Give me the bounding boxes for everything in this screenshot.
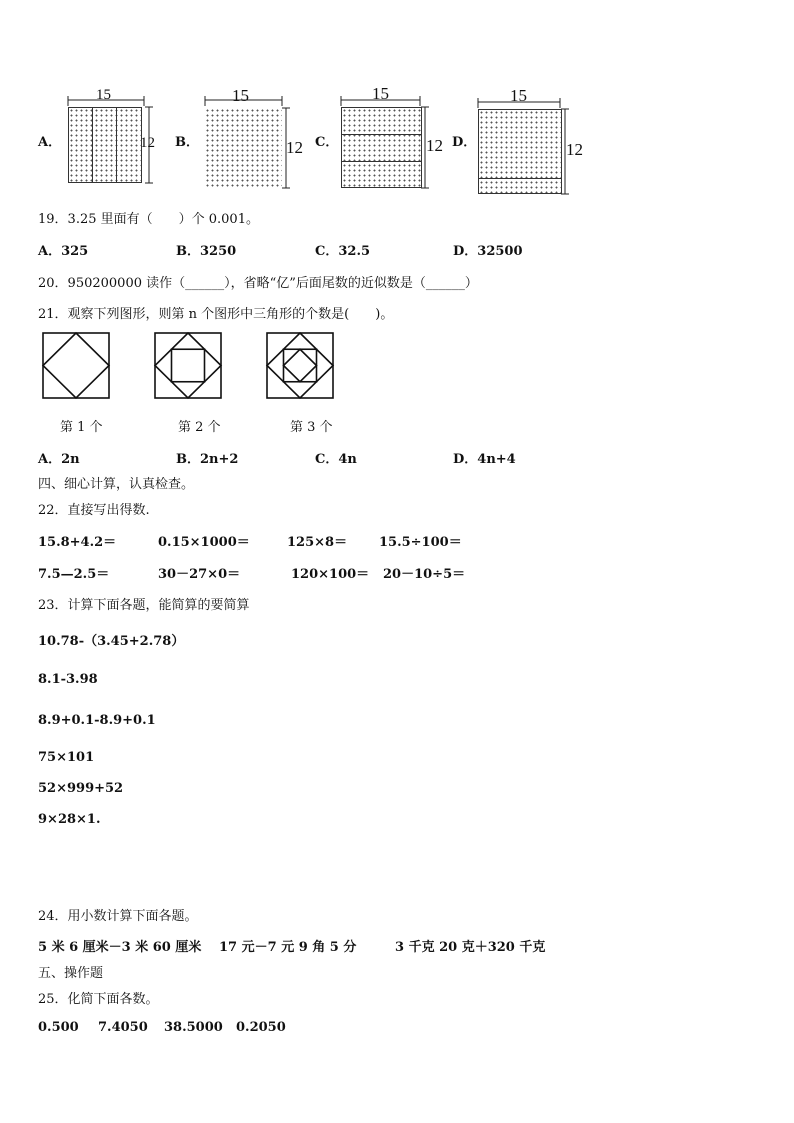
q23-stem: 23．计算下面各题，能简算的要简算	[38, 598, 250, 613]
height-label-c: 12	[426, 136, 443, 155]
section-4-heading: 四、细心计算，认真检查。	[38, 477, 195, 492]
pattern-caption-2: 第 2 个	[178, 420, 221, 435]
q25-item: 0.2050	[236, 1020, 286, 1035]
figure-d	[474, 86, 589, 198]
dotted-rectangle-a	[68, 107, 142, 183]
q25-item: 7.4050	[98, 1020, 148, 1035]
q22-item: 7.5—2.5＝	[38, 567, 110, 582]
height-label-d: 12	[566, 140, 583, 159]
q22-item: 15.8+4.2＝	[38, 535, 117, 550]
width-label-b: 15	[232, 86, 249, 105]
q19-option-b[interactable]: B．3250	[176, 244, 237, 259]
height-label-a: 12	[140, 135, 155, 151]
q25-item: 0.500	[38, 1020, 79, 1035]
q21-option-a[interactable]: A．2n	[38, 452, 80, 467]
q23-item: 8.9+0.1-8.9+0.1	[38, 713, 156, 728]
q22-item: 125×8＝	[287, 535, 348, 550]
pattern-figure-1	[42, 332, 112, 400]
option-c-label[interactable]: C．	[315, 135, 339, 150]
dotted-rectangle-c	[341, 107, 422, 188]
q19-option-a[interactable]: A．325	[38, 244, 89, 259]
q23-item: 9×28×1.	[38, 812, 101, 827]
q23-item: 52×999+52	[38, 781, 124, 796]
width-label-d: 15	[510, 86, 527, 105]
section-5-heading: 五、操作题	[38, 966, 104, 981]
width-label-c: 15	[372, 84, 389, 103]
q22-item: 0.15×1000＝	[158, 535, 250, 550]
q21-option-c[interactable]: C．4n	[315, 452, 357, 467]
q22-stem: 22．直接写出得数.	[38, 503, 150, 518]
figure-c	[338, 84, 448, 190]
q19-option-c[interactable]: C．32.5	[315, 244, 371, 259]
q23-item: 75×101	[38, 750, 95, 765]
q22-item: 20－10÷5＝	[383, 567, 466, 582]
dotted-rectangle-b	[205, 108, 282, 188]
q24-item: 3 千克 20 克＋320 千克	[395, 940, 546, 955]
q22-item: 120×100＝	[291, 567, 370, 582]
q20-stem: 20．950200000 读作（______），省略“亿”后面尾数的近似数是（______）	[38, 276, 478, 291]
q25-stem: 25．化简下面各数。	[38, 992, 159, 1007]
q23-item: 8.1-3.98	[38, 672, 98, 687]
q24-item: 17 元－7 元 9 角 5 分	[219, 940, 357, 955]
option-a-label[interactable]: A．	[38, 135, 62, 150]
q25-item: 38.5000	[164, 1020, 223, 1035]
figure-b	[200, 86, 310, 192]
pattern-figure-3	[266, 332, 336, 400]
q21-option-b[interactable]: B．2n+2	[176, 452, 239, 467]
q22-item: 15.5÷100＝	[379, 535, 462, 550]
pattern-caption-3: 第 3 个	[290, 420, 333, 435]
q24-item: 5 米 6 厘米－3 米 60 厘米	[38, 940, 202, 955]
option-d-label[interactable]: D．	[452, 135, 477, 150]
q21-option-d[interactable]: D．4n+4	[453, 452, 516, 467]
q22-item: 30－27×0＝	[158, 567, 241, 582]
q19-option-d[interactable]: D．32500	[453, 244, 523, 259]
q19-stem: 19．3.25 里面有（ ）个 0.001。	[38, 212, 259, 227]
q24-stem: 24．用小数计算下面各题。	[38, 909, 198, 924]
option-b-label[interactable]: B．	[175, 135, 199, 150]
pattern-caption-1: 第 1 个	[60, 420, 103, 435]
q23-item: 10.78-（3.45+2.78）	[38, 634, 185, 649]
q21-stem: 21．观察下列图形，则第 n 个图形中三角形的个数是( )。	[38, 307, 394, 322]
pattern-figure-2	[154, 332, 224, 400]
dotted-rectangle-d	[478, 109, 562, 194]
height-label-b: 12	[286, 138, 303, 157]
width-label-a: 15	[96, 87, 111, 103]
figure-a	[64, 87, 164, 186]
